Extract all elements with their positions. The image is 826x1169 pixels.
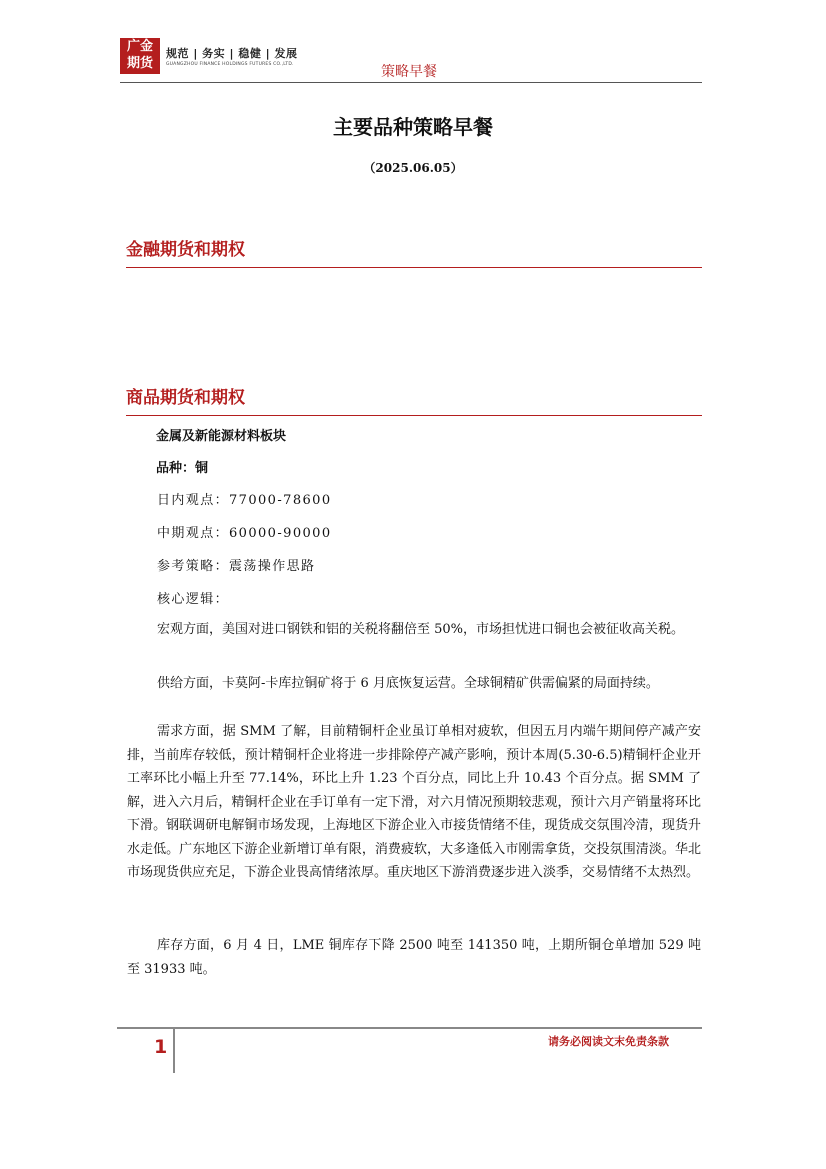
section-heading-financial: 金融期货和期权	[126, 240, 245, 260]
company-logo	[120, 38, 160, 74]
logo-text-top: 广金	[126, 39, 153, 54]
company-slogan: 规范 | 务实 | 稳健 | 发展	[166, 47, 298, 60]
midterm-view: 中期观点：60000-90000	[157, 526, 332, 541]
document-date: （2025.06.05）	[363, 161, 463, 175]
variety-label: 品种：铜	[156, 461, 209, 476]
logo-text-bottom: 期货	[126, 56, 153, 71]
header-divider	[120, 82, 702, 83]
paragraph-macro: 宏观方面，美国对进口钢铁和铝的关税将翻倍至 50%，市场担忧进口铜也会被征收高关税。	[157, 622, 685, 637]
footer-divider	[117, 1027, 702, 1029]
section-divider	[126, 267, 702, 268]
section-heading-commodity: 商品期货和期权	[126, 388, 245, 408]
reference-strategy: 参考策略：震荡操作思路	[157, 559, 316, 574]
paragraph-inventory: 库存方面，6 月 4 日，LME 铜库存下降 2500 吨至 141350 吨，上期所铜仓单增加 529 吨至 31933 吨。	[127, 938, 701, 977]
section-divider	[126, 415, 702, 416]
block-heading: 金属及新能源材料板块	[156, 429, 287, 444]
intraday-view: 日内观点：77000-78600	[157, 493, 332, 508]
paragraph-supply: 供给方面，卡莫阿-卡库拉铜矿将于 6 月底恢复运营。全球铜精矿供需偏紧的局面持续。	[157, 676, 659, 691]
footer-vertical-divider	[173, 1029, 175, 1073]
paragraph-demand: 需求方面，据 SMM 了解，目前精铜杆企业虽订单相对疲软，但因五月内端午期间停产减产安排，当前库存较低，预计精铜杆企业将进一步排除停产减产影响，预计本周(5.30-6.5)精铜杆企业开工率环比小幅上升至 77.14%，环比上升 1.23 个百分点，同比上升 10.43 个百分点。据 SMM 了解，进入六月后，精铜杆企业在手订单有一定下滑，对六月情况预期较悲观，预计六月产销量将环比下滑。钢联调研电解铜市场发现，上海地区下游企业入市接货情绪不佳，现货成交氛围冷清，现货升水走低。广东地区下游企业新增订单有限，消费疲软，大多逢低入市刚需拿货，交投氛围清淡。华北市场现货供应充足，下游企业畏高情绪浓厚。重庆地区下游消费逐步进入淡季，交易情绪不太热烈。	[127, 724, 701, 880]
disclaimer-notice: 请务必阅读文末免责条款	[548, 1035, 669, 1048]
company-name-en: GUANGZHOU FINANCE HOLDINGS FUTURES CO.,LTD.	[166, 62, 294, 67]
page-number: 1	[154, 1036, 168, 1058]
header-tag: 策略早餐	[381, 64, 437, 80]
document-title: 主要品种策略早餐	[333, 115, 493, 139]
core-logic-label: 核心逻辑：	[157, 592, 230, 607]
